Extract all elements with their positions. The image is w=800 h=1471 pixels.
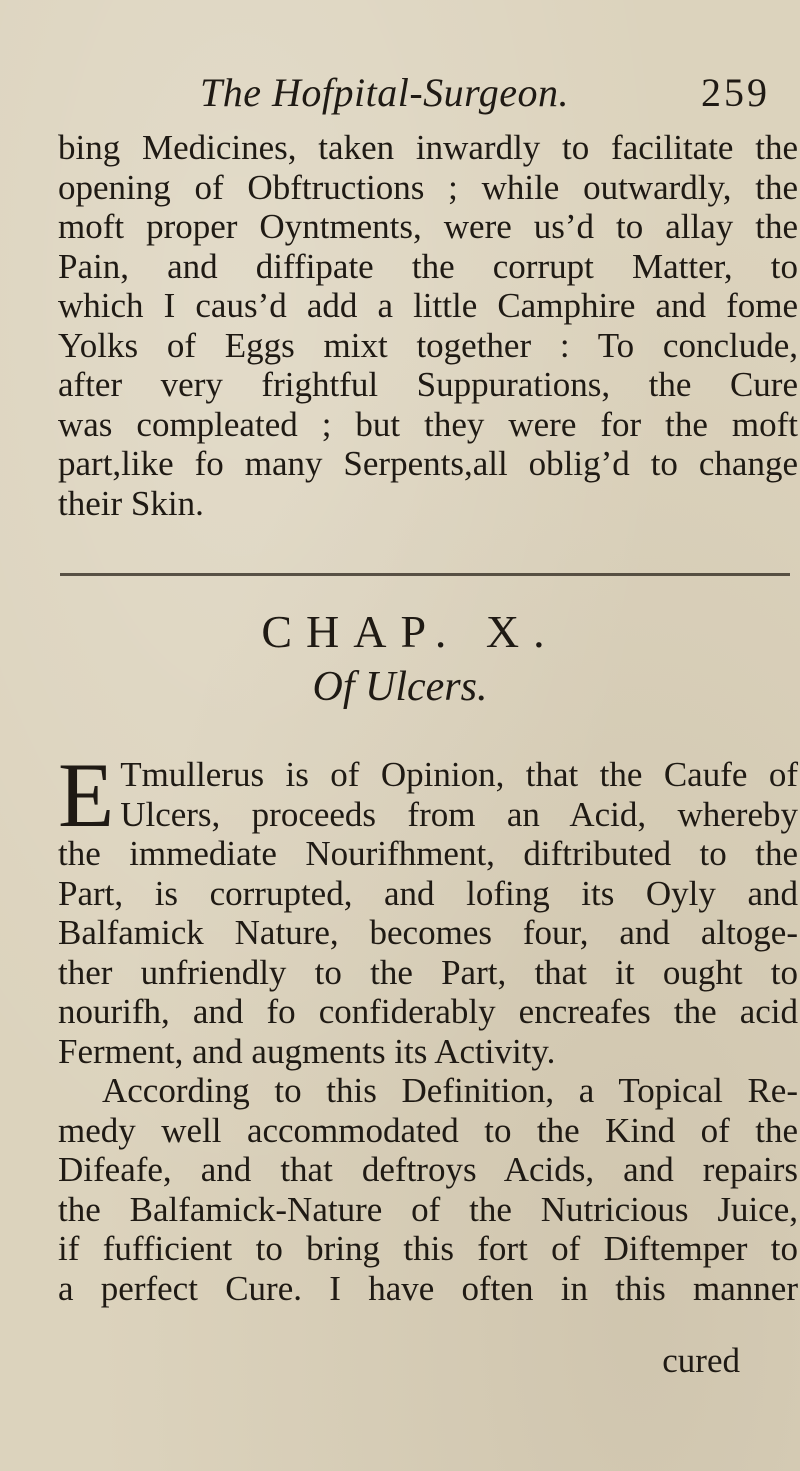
text-line: According to this Definition, a Topical Re- xyxy=(102,1071,798,1110)
text-line: moft proper Oyntments, were us’d to allay the xyxy=(58,207,798,246)
text-line: part,like fo many Serpents,all oblig’d to change xyxy=(58,444,798,483)
text-line: Ulcers, proceeds from an Acid, whereby xyxy=(120,794,798,834)
text-line: after very frightful Suppurations, the Cure xyxy=(58,365,798,404)
running-title: The Hofpital-Surgeon. xyxy=(200,70,569,115)
text-line: Part, is corrupted, and lofing its Oyly and xyxy=(58,873,798,913)
text-line: Pain, and diffipate the corrupt Matter, to xyxy=(58,246,798,286)
drop-cap: E xyxy=(58,744,115,846)
text-line: Difeafe, and that deftroys Acids, and repairs xyxy=(58,1150,798,1189)
chapter-heading: CHAP. X. xyxy=(261,606,559,657)
chapter-body xyxy=(58,744,798,1308)
text-line: ther unfriendly to the Part, that it ought to xyxy=(58,952,798,992)
page-number: 259 xyxy=(701,70,770,115)
text-line: was compleated ; but they were for the moft xyxy=(58,404,798,444)
continued-paragraph xyxy=(58,128,798,523)
text-line: Yolks of Eggs mixt together : To conclude, xyxy=(58,325,798,365)
text-line: nourifh, and fo confiderably encreafes the acid xyxy=(58,992,798,1031)
text-line: which I caus’d add a little Camphire and fome xyxy=(58,286,798,325)
text-line: opening of Obftructions ; while outwardly, the xyxy=(58,167,798,207)
catchword: cured xyxy=(662,1341,740,1380)
text-line: a perfect Cure. I have often in this manner xyxy=(58,1268,798,1308)
text-line: Ferment, and augments its Activity. xyxy=(58,1031,556,1071)
chapter-subtitle: Of Ulcers. xyxy=(312,664,488,710)
text-line: bing Medicines, taken inwardly to facilitate the xyxy=(58,128,798,167)
running-head xyxy=(200,68,780,118)
text-line: the Balfamick-Nature of the Nutricious Juice, xyxy=(58,1189,798,1229)
text-line: the immediate Nourifhment, diftributed to the xyxy=(58,834,798,873)
text-line: if fufficient to bring this fort of Diftemper to xyxy=(58,1229,798,1268)
text-line: medy well accommodated to the Kind of the xyxy=(58,1110,798,1150)
text-line: Tmullerus is of Opinion, that the Caufe of xyxy=(120,755,798,794)
text-line: Balfamick Nature, becomes four, and altoge- xyxy=(58,913,798,952)
section-rule xyxy=(60,573,790,576)
text-line: their Skin. xyxy=(58,483,204,523)
